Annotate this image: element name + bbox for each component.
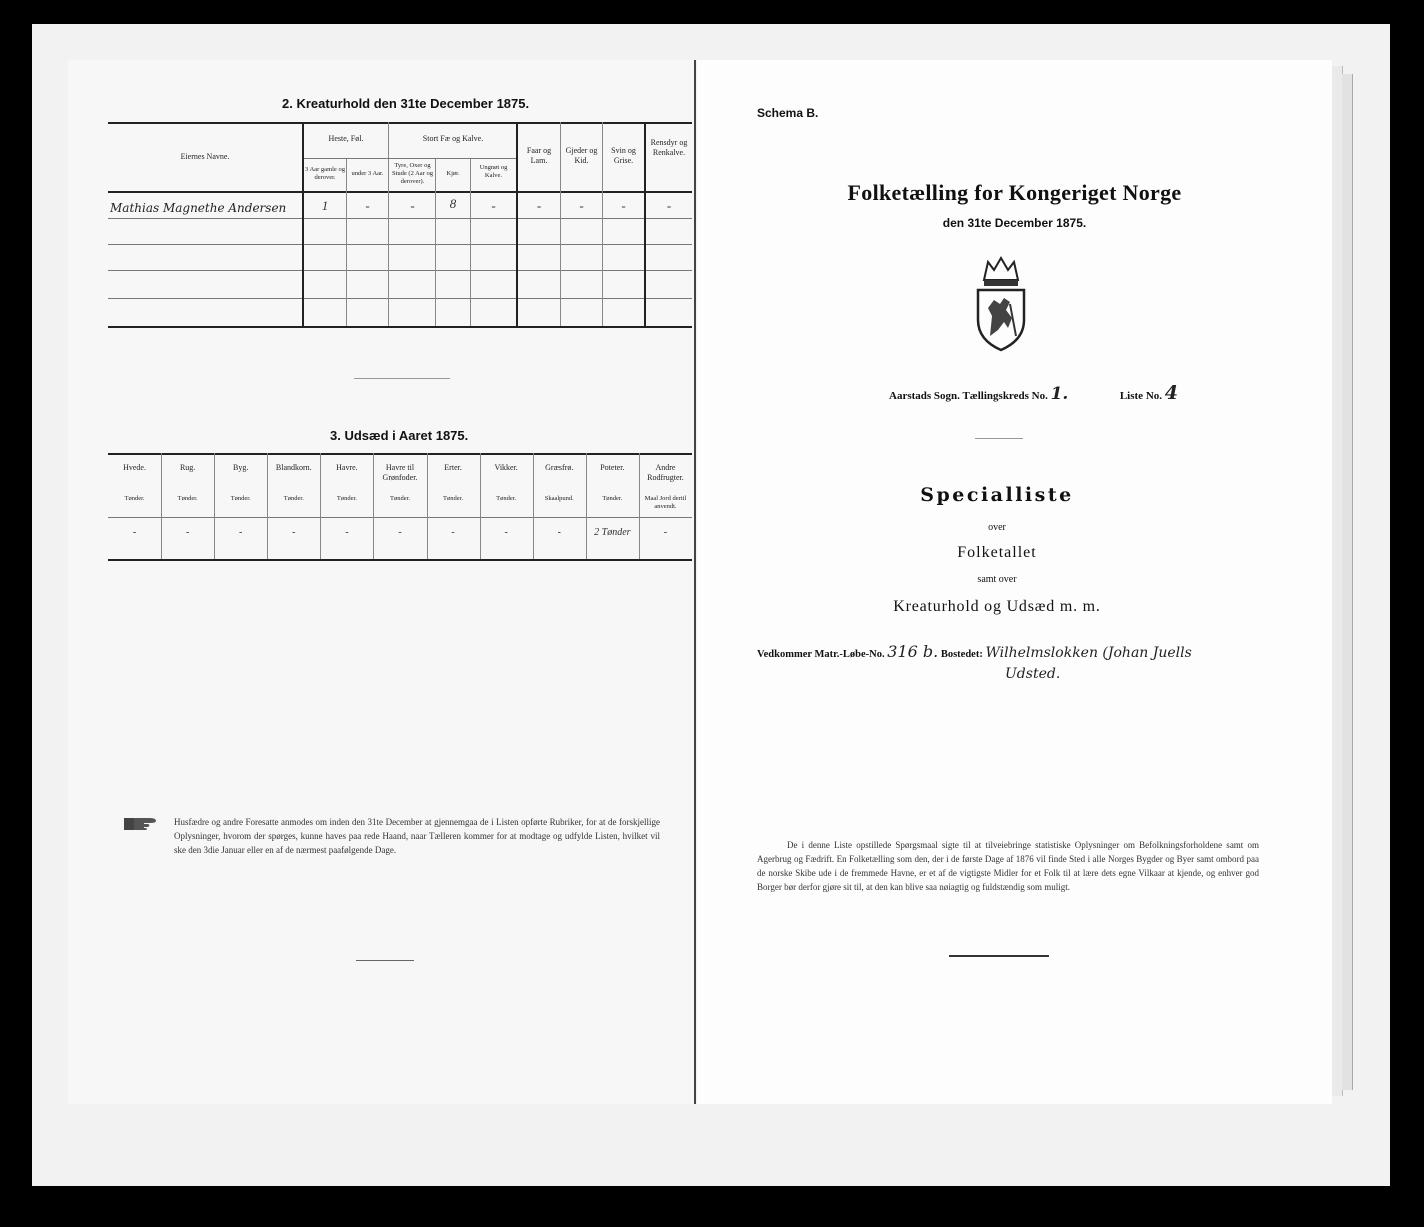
main-title: Folketælling for Kongeriget Norge: [847, 180, 1182, 205]
table-rule: [108, 191, 692, 193]
udsaed-unit: Tønder.: [230, 495, 251, 502]
census-date: den 31te December 1875.: [942, 216, 1087, 230]
owner-name-cell: Mathias Magnethe Andersen: [110, 201, 287, 215]
column-divider: [470, 158, 471, 326]
udsaed-cell: -: [239, 527, 243, 538]
schema-label: Schema B.: [757, 106, 819, 120]
folketallet-label: Folketallet: [957, 544, 1037, 561]
header-stort-fae: Stort Fæ og Kalve.: [422, 134, 484, 143]
header-heste: Heste, Føl.: [328, 134, 364, 143]
table-rule: [108, 298, 692, 299]
udsaed-cell: -: [398, 527, 402, 538]
notice-text: Husfædre og andre Foresatte anmodes om inden den 31te December at gjennemgaa de i Listen opførte Rubriker, for at de forskjellige Oplysninger, hvorom der spørges, kunne haves paa rede Haand, naar Tælleren kommer for at modtage og udfylde Listen, hvilket vil ske den 3die Januar eller en af de nærmest paafølgende Dage.: [174, 817, 660, 855]
table-rule: [108, 122, 692, 124]
udsaed-cell: -: [504, 527, 508, 538]
udsaed-cell: 2 Tønder: [594, 527, 631, 538]
header-gjeder: Gjeder og Kid.: [565, 146, 598, 165]
cell-heste-young: -: [365, 198, 370, 213]
footnote-text: De i denne Liste opstillede Spørgsmaal sigte til at tilveiebringe statistiske Oplysninger om Befolkningsforholdene samt om Agerbrug og Fædrift. En Folketælling som den, der i de første Dage af 1876 vil finde Sted i alle Norges Bygder og Byer samt ombord paa de norske Skibe ude i de fremmede Havne, er et af de vigtigste Midler for et Folk til at lære dets egne Vilkaar at kjende, og enhver god Borger bør derfor gjøre sit til, at den kan blive saa nøiagtig og fuldstændig som muligt.: [757, 840, 1259, 892]
udsaed-unit: Tønder.: [177, 495, 198, 502]
left-page: [68, 60, 696, 1104]
bosted-value: Wilhelmslokken (Johan Juells: [985, 645, 1192, 661]
cell-kjor: 8: [449, 196, 457, 211]
udsaed-header: Hvede.: [123, 463, 146, 472]
matr-label: Vedkommer Matr.-Løbe-No.: [757, 649, 885, 660]
bosted-label: Bostedet:: [940, 649, 983, 660]
header-faar: Faar og Lam.: [526, 146, 552, 165]
udsaed-header: Byg.: [233, 463, 249, 472]
kreds-value: 1.: [1050, 384, 1069, 404]
liste-value: 4: [1164, 382, 1178, 404]
cell-rensdyr: -: [666, 198, 672, 213]
cell-tyre: -: [410, 198, 415, 213]
column-divider: [435, 158, 436, 326]
header-owner: Eiernes Navne.: [180, 152, 230, 161]
header-rensdyr: Rensdyr og Renkalve.: [650, 138, 688, 157]
udsaed-header: Græsfrø.: [545, 463, 574, 472]
cell-ungnot: -: [491, 198, 496, 213]
udsaed-unit: Tønder.: [443, 495, 464, 502]
column-divider: [388, 122, 389, 326]
udsaed-cell: -: [132, 527, 137, 538]
table-rule: [108, 326, 692, 328]
table-rule: [108, 559, 692, 561]
pointing-hand-icon: [122, 814, 162, 834]
udsaed-unit: Skaalpund.: [544, 495, 574, 502]
cell-faar: -: [536, 198, 542, 213]
header-kjor: Kjør.: [446, 170, 460, 177]
samt-over-label: samt over: [977, 574, 1017, 585]
udsaed-header: Rug.: [179, 463, 196, 472]
udsaed-header: Blandkorn.: [275, 463, 312, 472]
udsaed-cell: -: [451, 527, 455, 538]
section2-title: 2. Kreaturhold den 31te December 1875.: [282, 96, 530, 111]
cell-heste-old: 1: [321, 198, 329, 213]
udsaed-cell: -: [663, 527, 668, 538]
coat-of-arms-icon: [974, 256, 1028, 352]
specialliste-title: Specialliste: [920, 484, 1074, 506]
matr-value: 316 b.: [887, 642, 939, 661]
udsaed-unit: Tønder.: [602, 495, 623, 502]
udsaed-cell: -: [292, 527, 296, 538]
separator: [949, 955, 1049, 957]
page-stack-edge: [1342, 74, 1353, 1090]
separator: [354, 378, 450, 379]
location-line: [889, 382, 1178, 404]
udsaed-header: Poteter.: [600, 463, 625, 472]
table-rule: [108, 244, 692, 245]
column-divider: [302, 122, 304, 326]
bosted-value-cont: Udsted.: [1005, 666, 1061, 682]
udsaed-unit: Tønder.: [389, 495, 411, 502]
section3-title: 3. Udsæd i Aaret 1875.: [330, 428, 469, 443]
over-label: over: [988, 522, 1006, 533]
table-rule: [108, 270, 692, 271]
header-tyre: Tyre, Oxer og Stude (2 Aar og derover).: [392, 162, 433, 185]
cell-gjeder: -: [579, 198, 584, 213]
kreaturhold-label: Kreaturhold og Udsæd m. m.: [893, 598, 1101, 615]
separator: [975, 438, 1023, 439]
udsaed-header: Erter.: [444, 463, 462, 472]
header-heste-old: 3 Aar gamle og derover.: [305, 166, 345, 181]
header-ungnot: Ungnøt og Kalve.: [479, 164, 508, 179]
table-rule: [108, 218, 692, 219]
udsaed-cell: -: [345, 527, 349, 538]
separator: [356, 960, 414, 961]
udsaed-header: Andre Rodfrugter.: [647, 463, 684, 482]
udsaed-cell: -: [185, 527, 190, 538]
udsaed-unit: Tønder.: [124, 495, 145, 502]
udsaed-unit: Tønder.: [336, 495, 357, 502]
subheader-rule: [304, 158, 516, 159]
column-divider: [346, 158, 347, 326]
cell-svin: -: [621, 198, 626, 213]
udsaed-unit: Tønder.: [283, 495, 304, 502]
udsaed-table: [108, 453, 692, 559]
udsaed-header: Havre til Grønfoder.: [382, 463, 418, 482]
udsaed-cell: -: [557, 527, 561, 538]
sogn-label: Aarstads Sogn.: [889, 390, 960, 402]
udsaed-unit: Tønder.: [496, 495, 517, 502]
header-svin: Svin og Grise.: [611, 146, 636, 165]
udsaed-header: Havre.: [336, 463, 358, 472]
right-page: [697, 60, 1332, 1104]
matr-line: [757, 642, 1192, 661]
udsaed-header: Vikker.: [494, 463, 518, 472]
udsaed-unit: Maal Jord dertil anvendt.: [644, 495, 687, 510]
header-heste-young: under 3 Aar.: [351, 170, 384, 177]
kreds-label: Tællingskreds No.: [962, 390, 1048, 402]
liste-label: Liste No.: [1119, 390, 1163, 402]
